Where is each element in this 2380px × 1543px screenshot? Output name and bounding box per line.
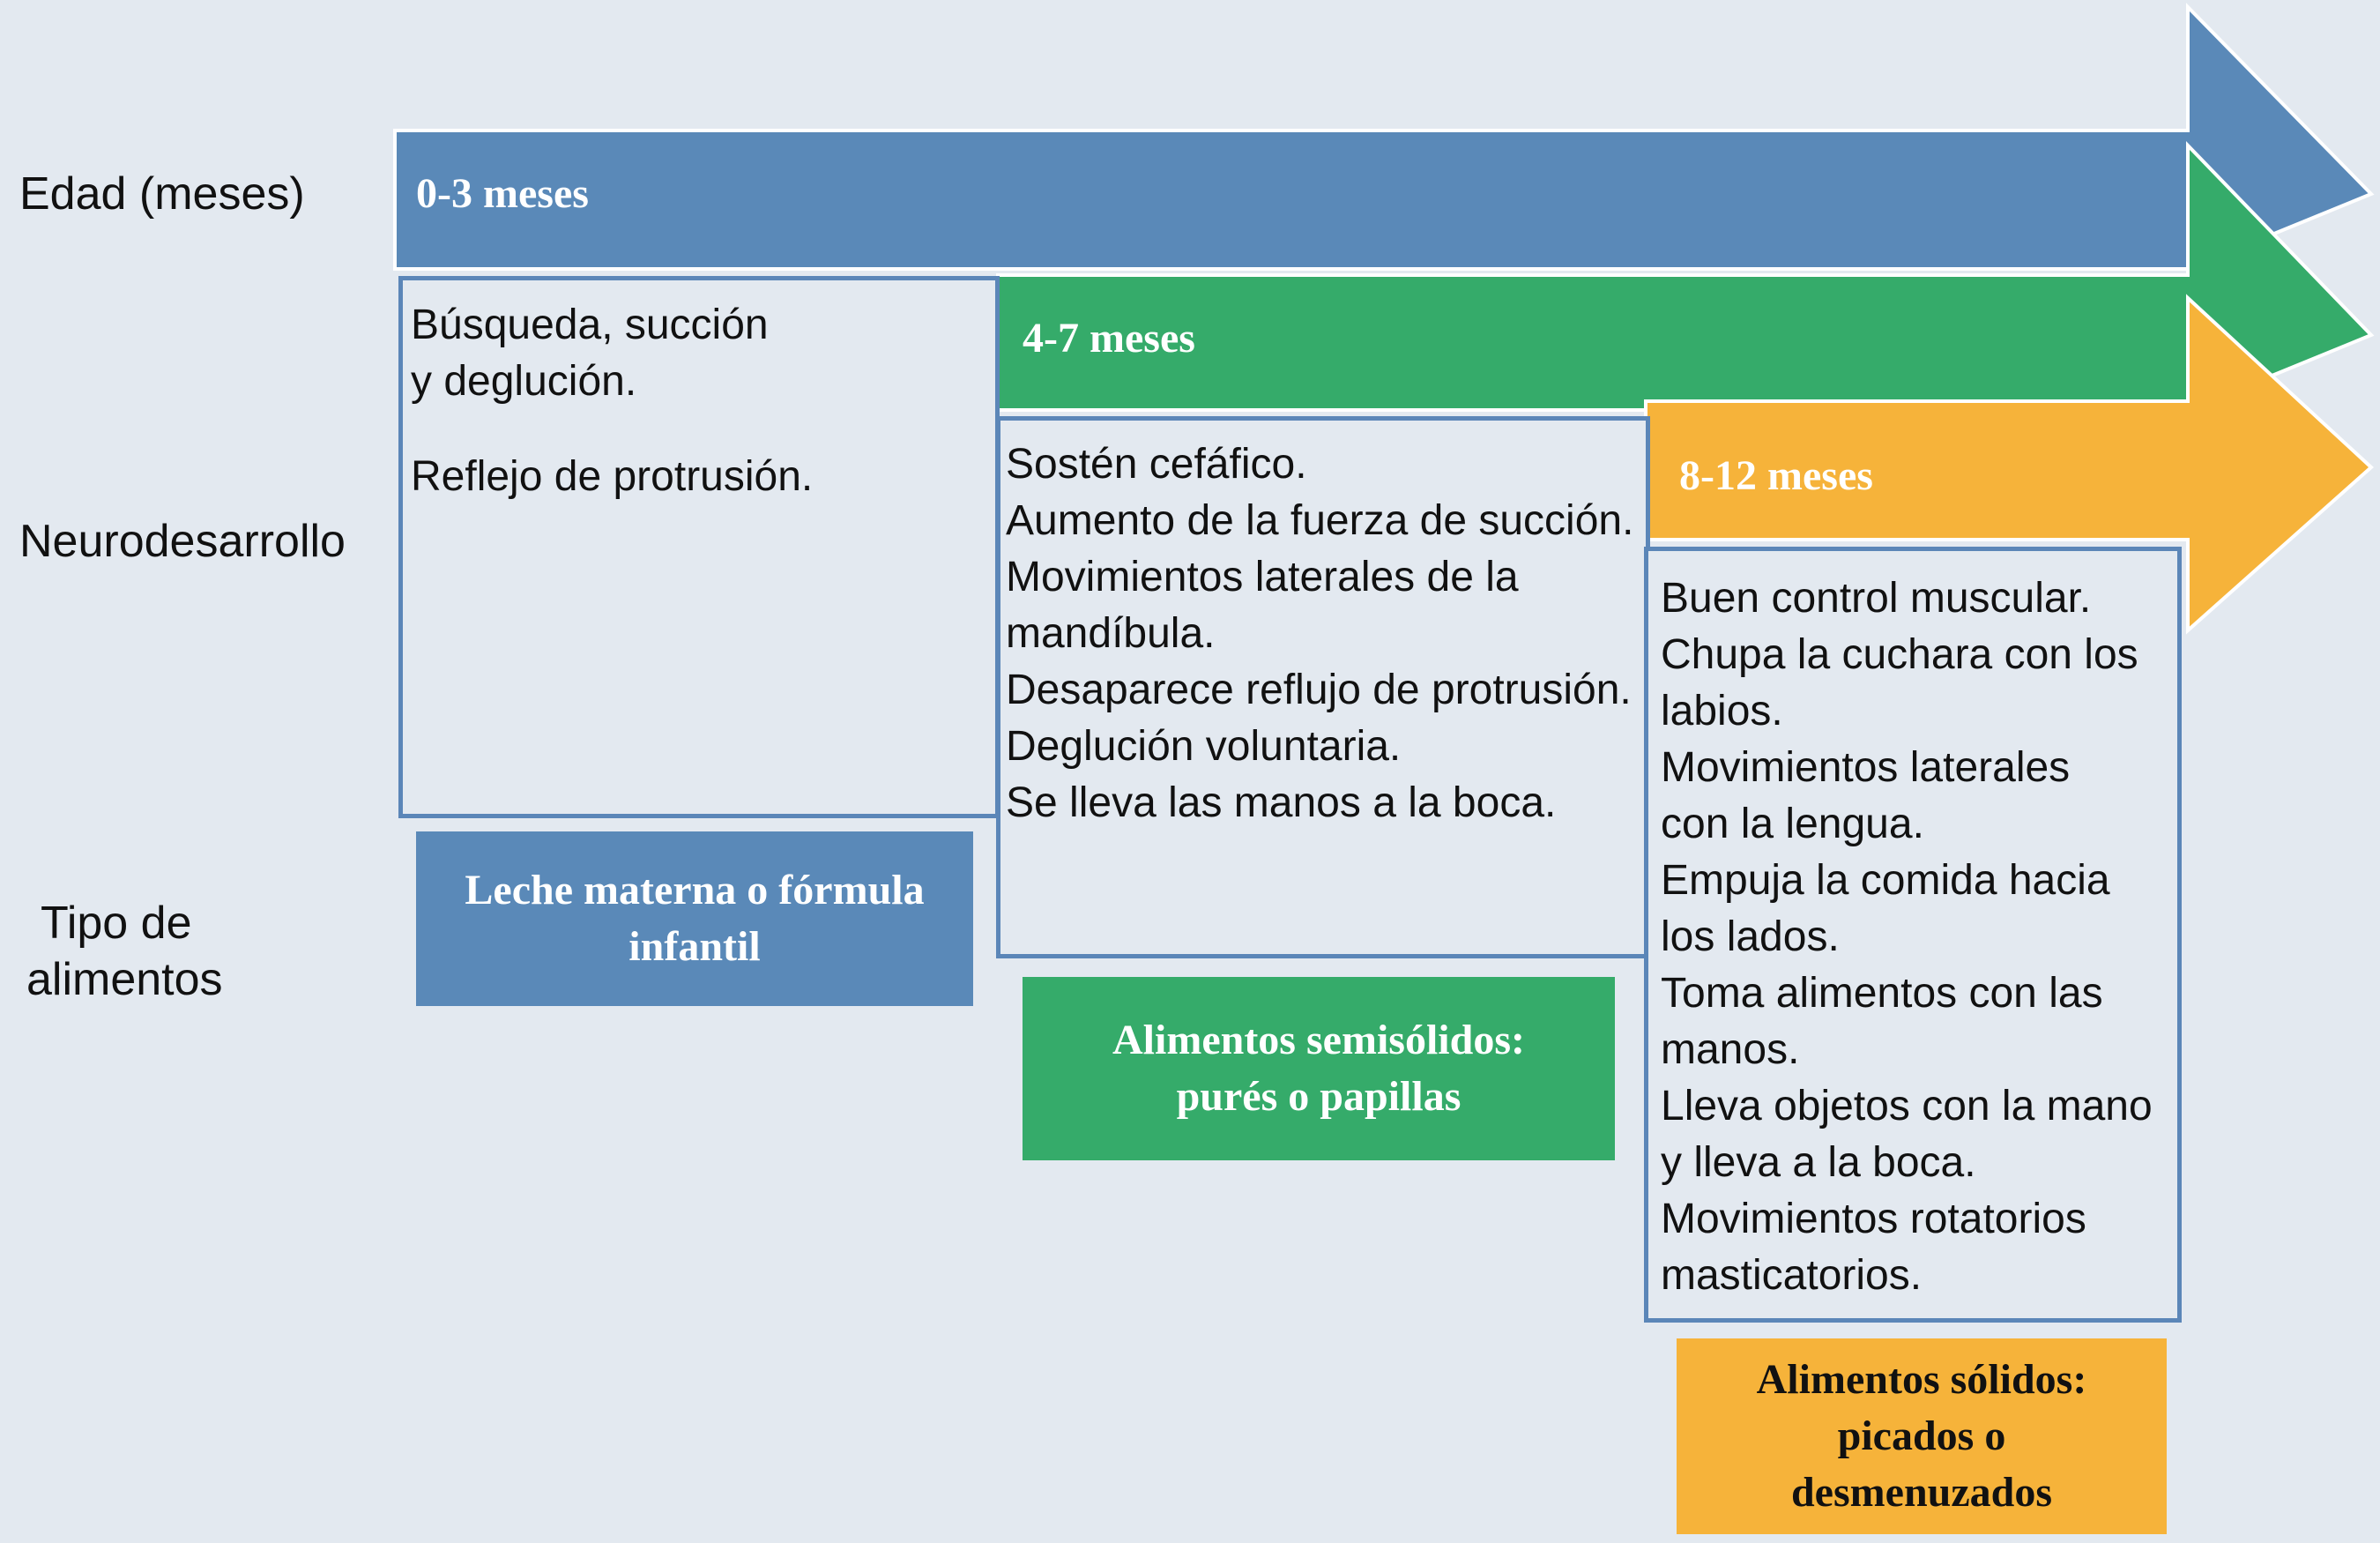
neuro-line: Aumento de la fuerza de succión. [1006,497,1634,544]
food-label-line: Leche materna o fórmula [465,867,925,913]
age-label-0-3: 0-3 meses [416,170,589,217]
neuro-line: Sostén cefáfico. [1006,441,1307,488]
row-label-food-line1: Tipo de [41,898,192,949]
neuro-line: Chupa la cuchara con los [1661,631,2138,678]
neuro-line: Toma alimentos con las [1661,970,2103,1017]
neuro-line: Se lleva las manos a la boca. [1006,779,1557,826]
neuro-line: manos. [1661,1026,1800,1073]
neuro-line: Búsqueda, succión [411,302,769,348]
neuro-line: Movimientos rotatorios [1661,1196,2086,1242]
neuro-line: Deglución voluntaria. [1006,723,1402,770]
neuro-line: Buen control muscular. [1661,575,2092,622]
food-box-8-12 [1677,1338,2167,1534]
food-label-line: infantil [628,923,761,970]
food-box-0-3 [416,831,973,1006]
row-label-food-line2: alimentos [26,954,223,1005]
neuro-line: masticatorios. [1661,1252,1923,1299]
food-label [1757,1352,2087,1521]
neuro-text-4-7 [1006,436,1633,831]
food-label [465,862,924,975]
neuro-line: Empuja la comida hacia [1661,857,2110,904]
row-label-age: Edad (meses) [19,168,305,220]
row-label-neurodevelopment: Neurodesarrollo [19,516,346,567]
neuro-line [411,410,813,449]
neuro-line: y lleva a la boca. [1661,1139,1976,1186]
arrow-stage-0-3 [395,7,2371,269]
food-label-line: desmenuzados [1790,1469,2053,1516]
neuro-line: y deglución. [411,358,637,405]
neuro-line: Reflejo de protrusión. [411,453,814,500]
food-label-line: Alimentos sólidos: [1756,1356,2087,1403]
age-label-4-7: 4-7 meses [1023,315,1195,362]
neuro-line: los lados. [1661,913,1840,960]
neuro-text-8-12 [1661,570,2153,1304]
neuro-line: Desaparece reflujo de protrusión. [1006,667,1632,713]
neuro-line: Movimientos laterales de la [1006,554,1519,600]
food-box-4-7 [1023,977,1615,1160]
food-label-line: picados o [1837,1413,2006,1459]
neuro-text-0-3 [411,297,813,505]
age-label-8-12: 8-12 meses [1679,452,1873,499]
food-label [1112,1012,1525,1125]
neuro-line: Movimientos laterales [1661,744,2071,791]
neuro-line: Lleva objetos con la mano [1661,1083,2153,1129]
food-label-line: Alimentos semisólidos: [1112,1017,1525,1063]
neuro-line: labios. [1661,688,1783,734]
food-label-line: purés o papillas [1176,1073,1461,1120]
neuro-line: con la lengua. [1661,801,1924,847]
neuro-line: mandíbula. [1006,610,1216,657]
